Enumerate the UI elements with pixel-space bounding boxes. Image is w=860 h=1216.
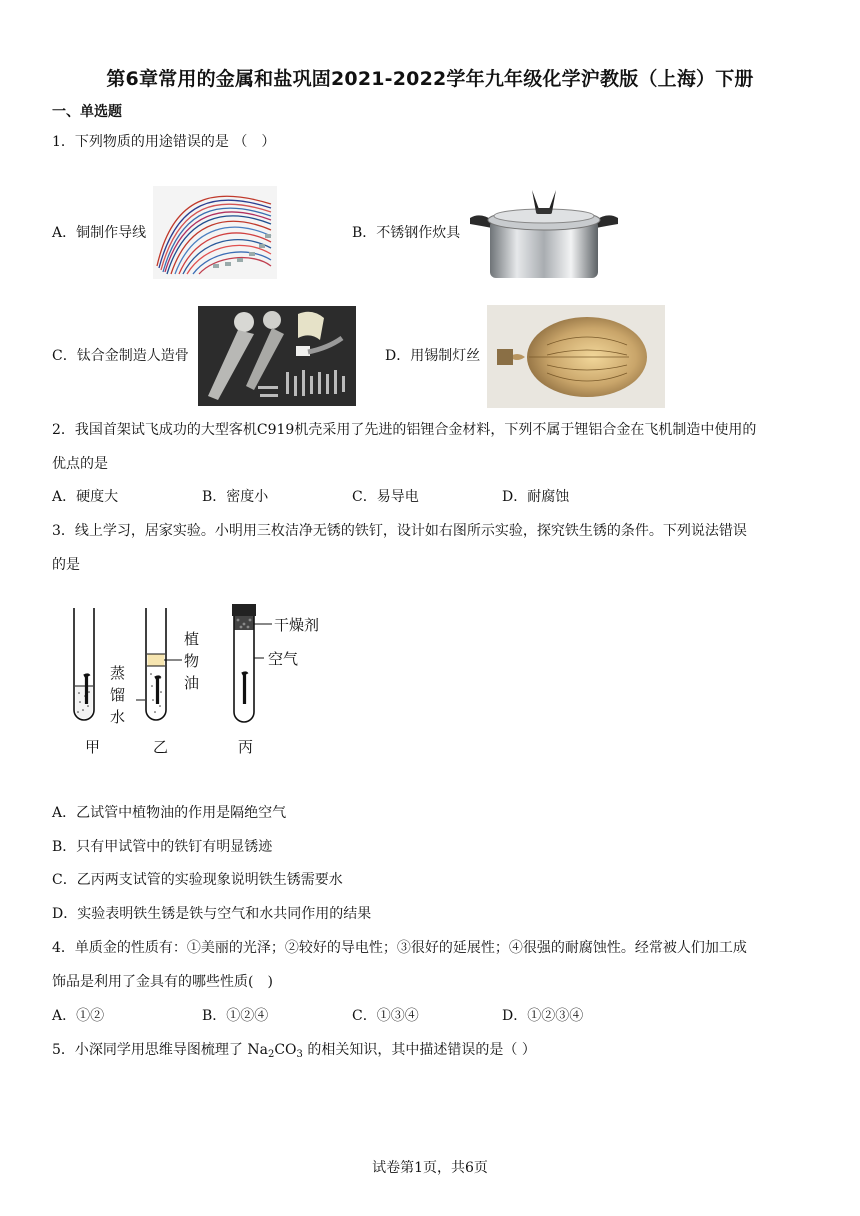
label-air: 空气 [268,650,299,668]
question-3-option-d: D．实验表明铁生锈是铁与空气和水共同作用的结果 [52,906,372,922]
question-2-option-c: C．易导电 [352,489,419,505]
question-4-option-d: D．①②③④ [502,1008,584,1024]
question-3-line-2: 的是 [52,557,80,573]
label-bing: 丙 [238,738,254,756]
question-2-line-2: 优点的是 [52,456,108,472]
question-5-stem: 5．小深同学用思维导图梳理了 $Na_2CO_3$ 的相关知识，其中描述错误的是（ ） [52,1042,536,1060]
page-title: 第6章常用的金属和盐巩固2021-2022学年九年级化学沪教版（上海）下册 [106,68,754,90]
titanium-bone-image [198,306,356,406]
page-footer: 试卷第1页，共6页 [372,1160,488,1176]
question-1-option-b: B．不锈钢作炊具 [352,225,461,241]
test-tube-jia [74,608,94,720]
question-3-option-c: C．乙丙两支试管的实验现象说明铁生锈需要水 [52,872,343,888]
label-distilled-water: 蒸 馏 水 [110,664,126,726]
question-4-option-b: B．①②④ [202,1008,269,1024]
question-4-line-2: 饰品是利用了金具有的哪些性质( ) [52,974,273,990]
question-2-line-1: 2．我国首架试飞成功的大型客机C919机壳采用了先进的铝锂合金材料，下列不属于锂铝合金在飞机制造中使用的 [52,422,757,438]
label-desiccant: 干燥剂 [274,616,320,634]
question-1-option-c: C．钛合金制造人造骨 [52,348,189,364]
copper-wire-image [153,186,277,279]
label-yi: 乙 [153,738,169,756]
section-heading: 一、单选题 [52,104,122,120]
question-4-line-1: 4．单质金的性质有：①美丽的光泽；②较好的导电性；③很好的延展性；④很强的耐腐蚀性。经常被人们加工成 [52,940,747,956]
rust-experiment-figure [60,598,350,758]
question-2-option-a: A．硬度大 [52,489,119,505]
question-3-option-a: A．乙试管中植物油的作用是隔绝空气 [52,805,287,821]
light-bulb-image [487,305,665,408]
question-1-option-a: A．铜制作导线 [52,225,147,241]
question-4-option-a: A．①② [52,1008,105,1024]
label-jia: 甲 [85,738,101,756]
question-3-line-1: 3．线上学习，居家实验。小明用三枚洁净无锈的铁钉，设计如右图所示实验，探究铁生锈的条件。下列说法错误 [52,523,747,539]
steel-pot-image [466,186,622,284]
question-1-option-d: D．用锡制灯丝 [385,348,481,364]
question-1-stem: 1．下列物质的用途错误的是 （ ） [52,134,276,150]
label-vegetable-oil: 植 物 油 [184,630,200,692]
question-2-option-d: D．耐腐蚀 [502,489,570,505]
test-tube-bing [232,604,272,722]
question-4-option-c: C．①③④ [352,1008,419,1024]
question-3-option-b: B．只有甲试管中的铁钉有明显锈迹 [52,839,273,855]
test-tube-yi [136,608,182,720]
question-2-option-b: B．密度小 [202,489,269,505]
